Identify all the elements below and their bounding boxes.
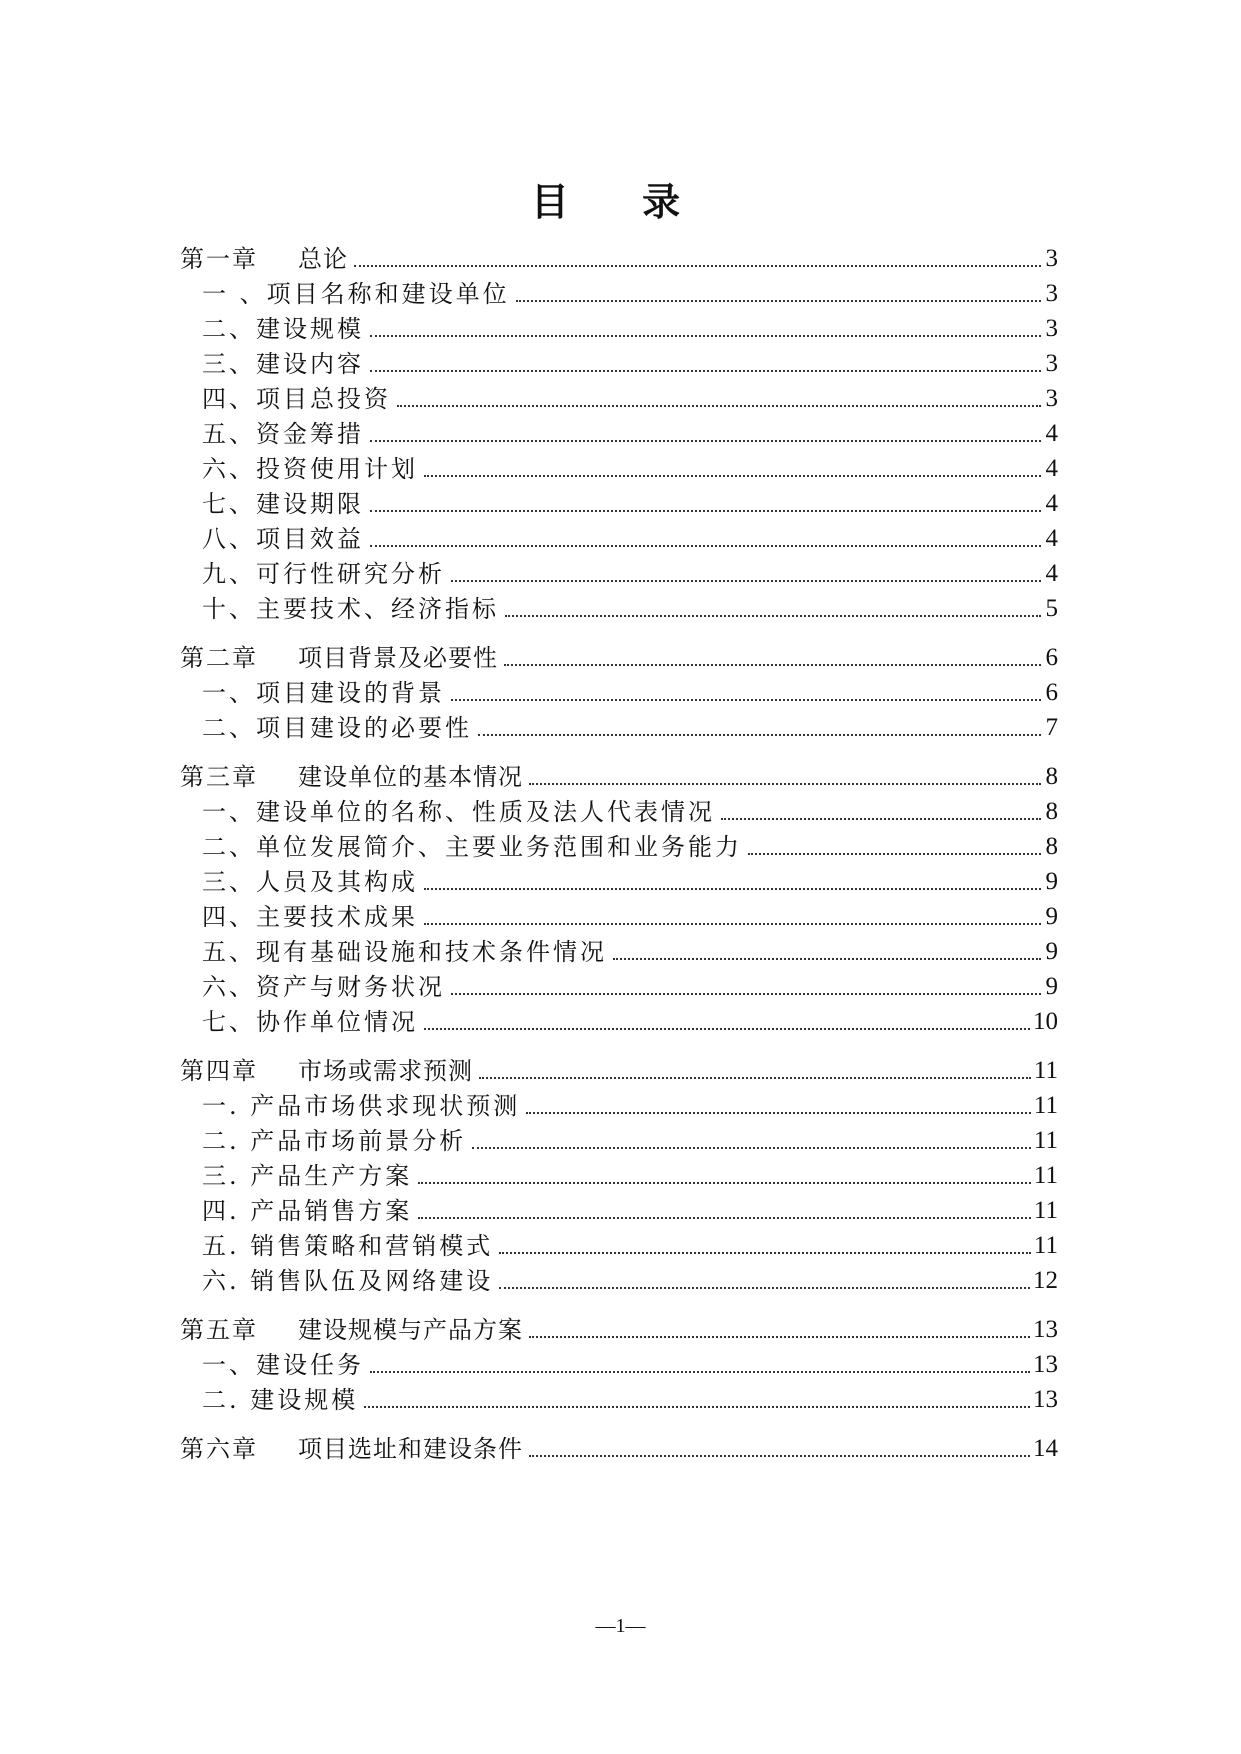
section-title: 六、资产与财务状况	[202, 973, 445, 1001]
toc-page-number: 4	[1045, 490, 1058, 517]
section-title: 十、主要技术、经济指标	[202, 595, 499, 623]
toc-page-number: 11	[1033, 1057, 1058, 1084]
dot-leader	[418, 1216, 1031, 1219]
section-title: 一、项目建设的背景	[202, 679, 445, 707]
section-title: 七、协作单位情况	[202, 1008, 418, 1036]
dot-leader	[516, 299, 1041, 302]
toc-section-entry[interactable]	[180, 1261, 1058, 1296]
section-title: 一、建设任务	[202, 1351, 364, 1379]
toc-chapter-entry[interactable]	[180, 1044, 1058, 1086]
dot-leader	[397, 404, 1041, 407]
chapter-title: 建设单位的基本情况	[298, 763, 523, 791]
page-number-footer: —1—	[595, 1615, 646, 1637]
dot-leader	[424, 474, 1041, 477]
toc-entry-text	[180, 594, 499, 624]
toc-page-number: 6	[1045, 644, 1058, 671]
section-title: 八、项目效益	[202, 525, 364, 553]
toc-section-entry[interactable]	[180, 519, 1058, 554]
toc-page-number: 7	[1045, 714, 1058, 741]
page-title: 目 录	[530, 179, 711, 224]
chapter-number: 第六章	[180, 1435, 258, 1463]
chapter-number: 第五章	[180, 1316, 258, 1344]
toc-entry-text	[180, 797, 715, 827]
toc-section-entry[interactable]	[180, 967, 1058, 1002]
toc-page-number: 14	[1033, 1435, 1058, 1462]
toc-page-number: 3	[1045, 385, 1058, 412]
toc-section-entry[interactable]	[180, 862, 1058, 897]
toc-entry-text	[180, 867, 418, 897]
toc-page-number: 4	[1045, 455, 1058, 482]
section-title: 四、项目总投资	[202, 385, 391, 413]
toc-page-number: 3	[1045, 315, 1058, 342]
toc-entry-text	[180, 419, 364, 449]
section-title: 三、建设内容	[202, 350, 364, 378]
toc-section-entry[interactable]	[180, 673, 1058, 708]
dot-leader	[370, 369, 1041, 372]
dot-leader	[451, 579, 1041, 582]
toc-chapter-entry[interactable]	[180, 631, 1058, 673]
section-title: 六、投资使用计划	[202, 455, 418, 483]
toc-section-entry[interactable]	[180, 1121, 1058, 1156]
dot-leader	[370, 334, 1041, 337]
section-title: 七、建设期限	[202, 490, 364, 518]
toc-entry-text	[180, 244, 348, 274]
toc-section-entry[interactable]	[180, 309, 1058, 344]
toc-section-entry[interactable]	[180, 449, 1058, 484]
toc-section-entry[interactable]	[180, 1226, 1058, 1261]
toc-entry-text	[180, 1315, 523, 1345]
toc-page-number: 4	[1045, 525, 1058, 552]
dot-leader	[354, 264, 1041, 267]
dot-leader	[370, 439, 1041, 442]
chapter-title: 建设规模与产品方案	[298, 1316, 523, 1344]
section-title: 二. 建设规模	[202, 1386, 359, 1414]
toc-section-entry[interactable]	[180, 1380, 1058, 1415]
chapter-title: 总论	[298, 245, 348, 273]
dot-leader	[472, 1146, 1031, 1149]
toc-section-entry[interactable]	[180, 792, 1058, 827]
section-title: 四、主要技术成果	[202, 903, 418, 931]
toc-page-number: 11	[1033, 1197, 1058, 1224]
toc-page-number: 3	[1045, 350, 1058, 377]
section-title: 三. 产品生产方案	[202, 1162, 413, 1190]
toc-entry-text	[180, 384, 391, 414]
dot-leader	[370, 509, 1041, 512]
toc-entry-text	[180, 1126, 466, 1156]
toc-page-number: 13	[1033, 1316, 1058, 1343]
toc-section-entry[interactable]	[180, 897, 1058, 932]
dot-leader	[504, 663, 1041, 666]
dot-leader	[479, 1076, 1031, 1079]
dot-leader	[529, 1335, 1030, 1338]
table-of-contents	[180, 232, 1058, 1464]
chapter-number: 第三章	[180, 763, 258, 791]
dot-leader	[478, 733, 1041, 736]
toc-section-entry[interactable]	[180, 414, 1058, 449]
toc-entry-text	[180, 1385, 358, 1415]
toc-section-entry[interactable]	[180, 1002, 1058, 1037]
toc-chapter-entry[interactable]	[180, 1422, 1058, 1464]
section-title: 二、项目建设的必要性	[202, 714, 472, 742]
chapter-title: 市场或需求预测	[298, 1057, 473, 1085]
dot-leader	[721, 817, 1041, 820]
toc-page-number: 11	[1033, 1232, 1058, 1259]
toc-chapter-entry[interactable]	[180, 1303, 1058, 1345]
toc-entry-text	[180, 1161, 412, 1191]
toc-page-number: 12	[1033, 1267, 1058, 1294]
dot-leader	[424, 1027, 1030, 1030]
toc-page-number: 13	[1033, 1351, 1058, 1378]
toc-section-entry[interactable]	[180, 827, 1058, 862]
toc-page-number: 3	[1045, 245, 1058, 272]
dot-leader	[526, 1111, 1031, 1114]
toc-page-number: 5	[1045, 595, 1058, 622]
toc-section-entry[interactable]	[180, 1086, 1058, 1121]
section-title: 五. 销售策略和营销模式	[202, 1232, 494, 1260]
dot-leader	[505, 614, 1041, 617]
toc-page-number: 9	[1045, 903, 1058, 930]
toc-page-number: 11	[1033, 1162, 1058, 1189]
toc-entry-text	[180, 314, 364, 344]
toc-entry-text	[180, 1350, 364, 1380]
dot-leader	[748, 852, 1041, 855]
dot-leader	[613, 957, 1041, 960]
toc-chapter-entry[interactable]	[180, 750, 1058, 792]
toc-entry-text	[180, 832, 742, 862]
toc-entry-text	[180, 1091, 520, 1121]
toc-entry-text	[180, 1231, 493, 1261]
toc-chapter-entry[interactable]	[180, 232, 1058, 274]
toc-entry-text	[180, 1007, 418, 1037]
section-title: 二、单位发展简介、主要业务范围和业务能力	[202, 833, 742, 861]
toc-section-entry[interactable]	[180, 554, 1058, 589]
dot-leader	[424, 922, 1041, 925]
dot-leader	[418, 1181, 1031, 1184]
section-title: 六. 销售队伍及网络建设	[202, 1267, 494, 1295]
chapter-title: 项目背景及必要性	[298, 644, 498, 672]
toc-entry-text	[180, 902, 418, 932]
toc-entry-text	[180, 454, 418, 484]
toc-entry-text	[180, 937, 607, 967]
toc-section-entry[interactable]	[180, 1191, 1058, 1226]
toc-entry-text	[180, 643, 498, 673]
toc-entry-text	[180, 713, 472, 743]
section-title: 一 、项目名称和建设单位	[202, 280, 510, 308]
toc-page-number: 10	[1033, 1008, 1058, 1035]
toc-page-number: 9	[1045, 938, 1058, 965]
toc-page-number: 8	[1045, 763, 1058, 790]
toc-entry-text	[180, 489, 364, 519]
toc-page-number: 11	[1033, 1092, 1058, 1119]
dot-leader	[451, 992, 1041, 995]
section-title: 四. 产品销售方案	[202, 1197, 413, 1225]
toc-entry-text	[180, 349, 364, 379]
section-title: 二、建设规模	[202, 315, 364, 343]
section-title: 九、可行性研究分析	[202, 560, 445, 588]
dot-leader	[529, 1454, 1030, 1457]
toc-entry-text	[180, 559, 445, 589]
dot-leader	[364, 1405, 1030, 1408]
dot-leader	[499, 1286, 1030, 1289]
toc-section-entry[interactable]	[180, 274, 1058, 309]
toc-section-entry[interactable]	[180, 484, 1058, 519]
toc-entry-text	[180, 524, 364, 554]
toc-entry-text	[180, 762, 523, 792]
toc-section-entry[interactable]	[180, 932, 1058, 967]
dot-leader	[424, 887, 1041, 890]
toc-section-entry[interactable]	[180, 1345, 1058, 1380]
dot-leader	[370, 1370, 1030, 1373]
toc-page-number: 3	[1045, 280, 1058, 307]
toc-entry-text	[180, 1196, 412, 1226]
dot-leader	[499, 1251, 1031, 1254]
toc-page-number: 6	[1045, 679, 1058, 706]
toc-entry-text	[180, 1434, 523, 1464]
chapter-number: 第二章	[180, 644, 258, 672]
chapter-number: 第一章	[180, 245, 258, 273]
toc-section-entry[interactable]	[180, 589, 1058, 624]
dot-leader	[451, 698, 1041, 701]
toc-page-number: 4	[1045, 420, 1058, 447]
dot-leader	[529, 782, 1041, 785]
toc-entry-text	[180, 1266, 493, 1296]
toc-section-entry[interactable]	[180, 1156, 1058, 1191]
section-title: 三、人员及其构成	[202, 868, 418, 896]
toc-page-number: 8	[1045, 798, 1058, 825]
chapter-title: 项目选址和建设条件	[298, 1435, 523, 1463]
section-title: 一、建设单位的名称、性质及法人代表情况	[202, 798, 715, 826]
toc-entry-text	[180, 1056, 473, 1086]
chapter-number: 第四章	[180, 1057, 258, 1085]
dot-leader	[370, 544, 1041, 547]
toc-entry-text	[180, 279, 510, 309]
toc-section-entry[interactable]	[180, 344, 1058, 379]
section-title: 五、现有基础设施和技术条件情况	[202, 938, 607, 966]
toc-entry-text	[180, 678, 445, 708]
toc-section-entry[interactable]	[180, 379, 1058, 414]
section-title: 二. 产品市场前景分析	[202, 1127, 467, 1155]
toc-page-number: 9	[1045, 973, 1058, 1000]
toc-page-number: 13	[1033, 1386, 1058, 1413]
toc-page-number: 9	[1045, 868, 1058, 895]
section-title: 一. 产品市场供求现状预测	[202, 1092, 521, 1120]
toc-page-number: 11	[1033, 1127, 1058, 1154]
toc-section-entry[interactable]	[180, 708, 1058, 743]
section-title: 五、资金筹措	[202, 420, 364, 448]
toc-page-number: 8	[1045, 833, 1058, 860]
toc-page-number: 4	[1045, 560, 1058, 587]
toc-entry-text	[180, 972, 445, 1002]
